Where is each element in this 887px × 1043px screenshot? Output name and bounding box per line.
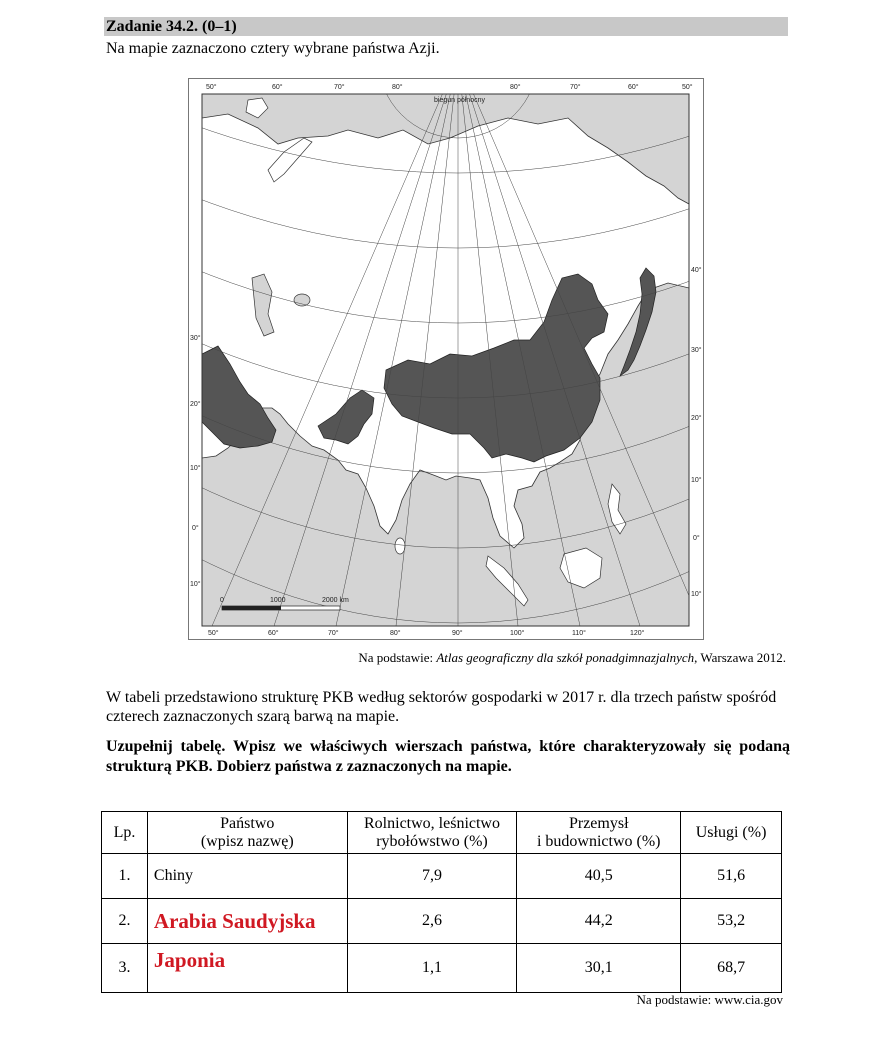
top-longitude-label: 50°: [206, 84, 217, 91]
task-title: Zadanie 34.2. (0–1): [106, 18, 237, 35]
bottom-longitude-label: 100°: [510, 630, 525, 637]
row-lp: 2.: [102, 899, 148, 944]
row-country-answer[interactable]: Japonia: [147, 944, 347, 993]
top-longitude-label: 70°: [570, 84, 581, 91]
header-industry-line2: i budownictwo (%): [536, 832, 661, 850]
left-latitude-label: 10°: [190, 465, 201, 472]
right-latitude-label: 0°: [693, 535, 700, 542]
header-agriculture: [347, 812, 517, 854]
top-longitude-label: 60°: [272, 84, 283, 91]
header-lp: Lp.: [102, 812, 148, 854]
bottom-longitude-label: 80°: [390, 630, 401, 637]
task-instruction: Uzupełnij tabelę. Wpisz we właściwych wierszach państwa, które charakteryzowały się podaną strukturą PKB. Dobierz państwa z zaznaczonych na mapie.: [106, 738, 790, 775]
asia-map: [188, 78, 704, 640]
right-latitude-label: 30°: [691, 347, 702, 354]
header-country-line1: Państwo: [220, 814, 275, 832]
row-agriculture: 1,1: [347, 944, 517, 993]
row-services: 51,6: [681, 854, 782, 899]
right-latitude-label: 10°: [691, 591, 702, 598]
table-source: Na podstawie: www.cia.gov: [636, 992, 783, 1007]
scale-label: 1000: [270, 597, 286, 604]
left-latitude-label: 20°: [190, 401, 201, 408]
scale-label: 2000 km: [322, 597, 349, 604]
map-source: [358, 650, 786, 666]
top-longitude-label: 80°: [392, 84, 403, 91]
header-country: [147, 812, 347, 854]
top-longitude-label: 80°: [510, 84, 521, 91]
table-row: [102, 854, 782, 899]
row-country: Chiny: [147, 854, 347, 899]
map-source-suffix: , Warszawa 2012.: [694, 650, 786, 665]
right-latitude-label: 10°: [691, 477, 702, 484]
bottom-longitude-label: 50°: [208, 630, 219, 637]
left-latitude-label: 10°: [190, 581, 201, 588]
header-agriculture-line2: rybołówstwo (%): [376, 832, 488, 850]
header-agriculture-line1: Rolnictwo, leśnictwo: [364, 814, 500, 832]
left-latitude-label: 30°: [190, 335, 201, 342]
row-industry: 44,2: [517, 899, 681, 944]
bottom-longitude-label: 60°: [268, 630, 279, 637]
header-country-line2: (wpisz nazwę): [200, 832, 294, 850]
top-longitude-label: 70°: [334, 84, 345, 91]
table-header-row: [102, 812, 782, 854]
header-industry-line1: Przemysł: [568, 814, 629, 832]
island-sri-lanka: [395, 538, 405, 554]
top-longitude-label: 60°: [628, 84, 639, 91]
bottom-longitude-label: 120°: [630, 630, 645, 637]
task-intro: Na mapie zaznaczono cztery wybrane państwa Azji.: [106, 40, 440, 57]
row-agriculture: 2,6: [347, 899, 517, 944]
scale-label: 0: [220, 597, 224, 604]
bottom-longitude-label: 110°: [572, 630, 586, 637]
gdp-structure-table: [101, 811, 782, 993]
right-latitude-label: 20°: [691, 415, 702, 422]
row-lp: 1.: [102, 854, 148, 899]
row-industry: 40,5: [517, 854, 681, 899]
table-row: [102, 899, 782, 944]
row-services: 68,7: [681, 944, 782, 993]
header-services: Usługi (%): [681, 812, 782, 854]
bottom-longitude-label: 70°: [328, 630, 339, 637]
header-industry: [517, 812, 681, 854]
table-description: W tabeli przedstawiono strukturę PKB według sektorów gospodarki w 2017 r. dla trzech państw spośród czterech zaznaczonych szarą barwą na mapie.: [106, 689, 777, 725]
map-source-prefix: Na podstawie:: [358, 650, 437, 665]
top-longitude-label: 50°: [682, 84, 693, 91]
row-agriculture: 7,9: [347, 854, 517, 899]
row-services: 53,2: [681, 899, 782, 944]
row-country-answer[interactable]: Arabia Saudyjska: [147, 899, 347, 944]
map-source-title: Atlas geograficzny dla szkół ponadgimnazjalnych: [436, 650, 695, 665]
table-row: [102, 944, 782, 993]
row-industry: 30,1: [517, 944, 681, 993]
right-latitude-label: 40°: [691, 267, 702, 274]
left-latitude-label: 0°: [192, 525, 199, 532]
row-lp: 3.: [102, 944, 148, 993]
pole-label: biegun północny: [434, 97, 485, 104]
bottom-longitude-label: 90°: [452, 630, 463, 637]
